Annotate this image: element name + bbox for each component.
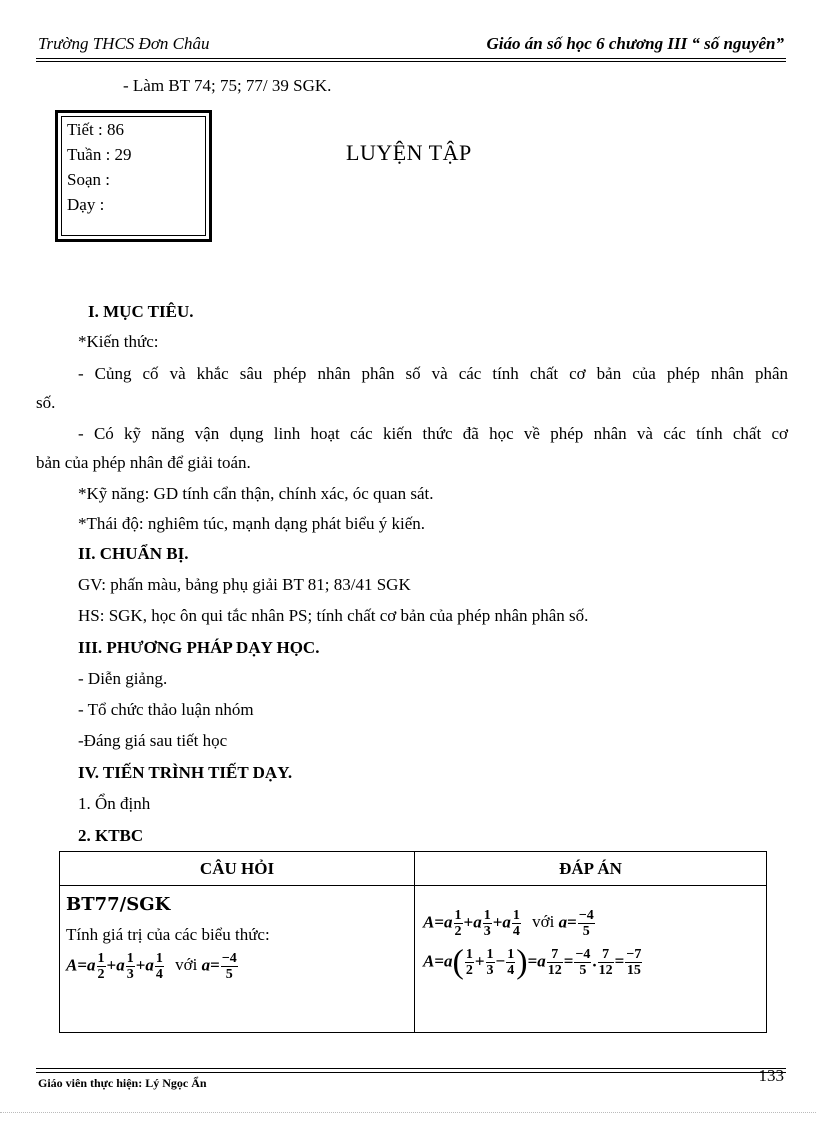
page-number: 133 <box>758 1066 784 1085</box>
footer-rule <box>36 1072 786 1073</box>
kien-thuc-line-1b: số. <box>36 393 56 412</box>
header-school: Trường THCS Đơn Châu <box>38 34 210 53</box>
info-tuan: Tuần : 29 <box>67 145 132 164</box>
question-prompt: Tính giá trị của các biểu thức: <box>66 925 270 944</box>
step-on-dinh: 1. Ổn định <box>78 794 151 813</box>
section-muc-tieu: I. MỤC TIÊU. <box>88 302 194 321</box>
thai-do: *Thái độ: nghiêm túc, mạnh dạng phát biểu ý kiến. <box>78 514 426 533</box>
page-title: LUYỆN TẬP <box>346 140 472 165</box>
header-rule <box>36 61 786 62</box>
kien-thuc-line-2b: bản của phép nhân để giải toán. <box>36 453 251 472</box>
header-rule <box>36 58 786 59</box>
answer-line-2: A=a( $\frac{1}{2}$ + $\frac{1}{3}$ − $\frac{1}{4}$ )=a $\frac{7}{12}$ = $\frac{-4}{5}$ . $\frac{7}{12}$ = $\frac{-7}{15}$ <box>423 943 642 981</box>
footer-teacher: Giáo viên thực hiện: Lý Ngọc Ẩn <box>38 1076 207 1090</box>
footer-rule <box>36 1068 786 1069</box>
exercise-label: BT77/SGK <box>66 894 171 915</box>
homework-line: - Làm BT 74; 75; 77/ 39 SGK. <box>123 76 332 95</box>
page-edge <box>0 1112 816 1113</box>
section-phuong-phap: III. PHƯƠNG PHÁP DẠY HỌC. <box>78 638 320 657</box>
question-expression: A=a $\frac{1}{2}$ +a $\frac{1}{3}$ +a $\frac{1}{4}$ với a= $\frac{-4}{5}$ <box>66 951 237 982</box>
method-2: - Tổ chức thảo luận nhóm <box>78 700 254 719</box>
section-chuan-bi: II. CHUẨN BỊ. <box>78 544 189 563</box>
section-tien-trinh: IV. TIẾN TRÌNH TIẾT DẠY. <box>78 763 293 782</box>
method-3: -Đáng giá sau tiết học <box>78 731 228 750</box>
kien-thuc-line-1: - Củng cố và khắc sâu phép nhân phân số và các tính chất cơ bản của phép nhân phân <box>78 364 788 383</box>
question-cell <box>60 886 415 1033</box>
answer-cell <box>415 886 767 1033</box>
info-day: Dạy : <box>67 195 105 214</box>
step-ktbc: 2. KTBC <box>78 826 144 845</box>
header-course: Giáo án số học 6 chương III “ số nguyên” <box>486 34 784 53</box>
info-soan: Soạn : <box>67 170 110 189</box>
hs-prep: HS: SGK, học ôn qui tắc nhân PS; tính chất cơ bản của phép nhân phân số. <box>78 606 589 625</box>
info-tiet: Tiết : 86 <box>67 120 125 139</box>
ky-nang: *Kỹ năng: GD tính cẩn thận, chính xác, óc quan sát. <box>78 484 434 503</box>
gv-prep: GV: phấn màu, bảng phụ giải BT 81; 83/41 SGK <box>78 575 411 594</box>
qa-table <box>59 851 767 1033</box>
kien-thuc-line-2: - Có kỹ năng vận dụng linh hoạt các kiến thức đã học về phép nhân và các tính chất cơ <box>78 424 788 443</box>
method-1: - Diễn giảng. <box>78 669 168 688</box>
kien-thuc-label: *Kiến thức: <box>78 332 159 351</box>
col-header-answer: ĐÁP ÁN <box>415 852 767 886</box>
answer-line-1: A=a $\frac{1}{2}$ +a $\frac{1}{3}$ +a $\frac{1}{4}$ với a= $\frac{-4}{5}$ <box>423 908 594 939</box>
col-header-question: CÂU HỎI <box>60 852 415 886</box>
lesson-info-lines <box>67 117 132 217</box>
